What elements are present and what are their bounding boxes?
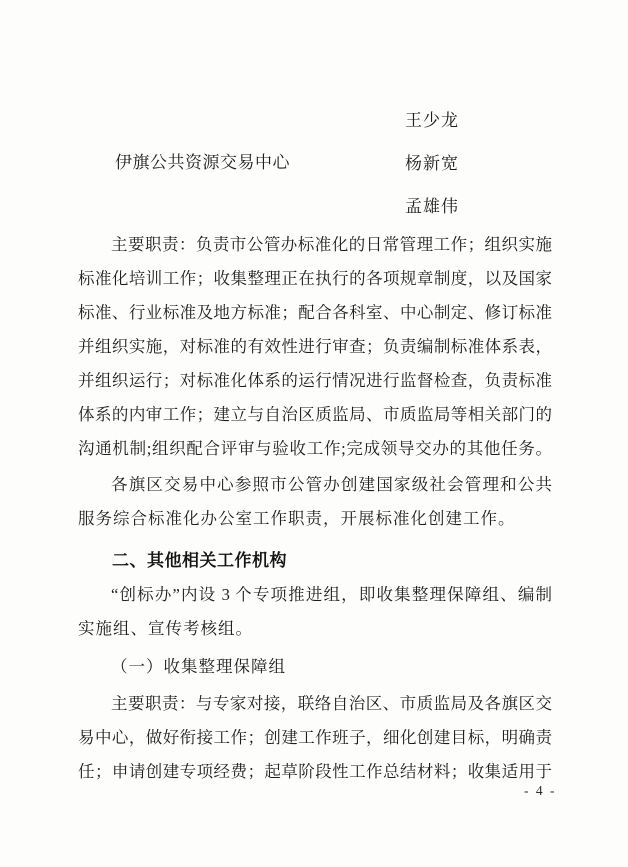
- paragraph-line: “创标办”内设 3 个专项推进组，即收集整理保障组、编制: [111, 585, 552, 604]
- signatory-name: 孟雄伟: [405, 197, 459, 216]
- paragraph-line: 任；申请创建专项经费；起草阶段性工作总结材料；收集适用于: [78, 762, 552, 781]
- signatory-name: 杨新宽: [405, 154, 459, 173]
- paragraph-qu-centers: [78, 468, 552, 536]
- paragraph-line: 主要职责：与专家对接，联络自治区、市质监局及各旗区交: [111, 694, 552, 713]
- paragraph-line: 体系的内审工作；建立与自治区质监局、市质监局等相关部门的: [78, 405, 552, 424]
- paragraph-line: 服务综合标准化办公室工作职责，开展标准化创建工作。: [78, 509, 516, 528]
- paragraph-line: 主要职责：负责市公管办标准化的日常管理工作；组织实施: [111, 235, 552, 254]
- page-number: - 4 -: [524, 783, 557, 798]
- signatory-list: [405, 99, 459, 228]
- subsection-heading: （一）收集整理保障组: [111, 657, 286, 676]
- signature-block: [0, 99, 628, 228]
- paragraph-line: 并组织实施，对标准的有效性进行审查；负责编制标准体系表，: [78, 337, 552, 356]
- paragraph-line: 标准化培训工作；收集整理正在执行的各项规章制度，以及国家: [78, 269, 552, 288]
- paragraph-line: 各旗区交易中心参照市公管办创建国家级社会管理和公共: [111, 475, 552, 494]
- paragraph-line: 沟通机制;组织配合评审与验收工作;完成领导交办的其他任务。: [78, 439, 552, 458]
- paragraph-line: 实施组、宣传考核组。: [78, 619, 253, 638]
- paragraph-line: 标准、行业标准及地方标准；配合各科室、中心制定、修订标准: [78, 303, 552, 322]
- paragraph-chuangbiaoban: [78, 578, 552, 646]
- section-heading: 二、其他相关工作机构: [112, 551, 287, 570]
- paragraph-main-duties: [78, 228, 552, 466]
- paragraph-line: 易中心，做好衔接工作；创建工作班子，细化创建目标，明确责: [78, 728, 552, 747]
- paragraph-line: 并组织运行；对标准化体系的运行情况进行监督检查，负责标准: [78, 371, 552, 390]
- paragraph-group1-duties: [78, 687, 552, 789]
- organization-name: 伊旗公共资源交易中心: [115, 153, 290, 172]
- signatory-name: 王少龙: [405, 111, 459, 130]
